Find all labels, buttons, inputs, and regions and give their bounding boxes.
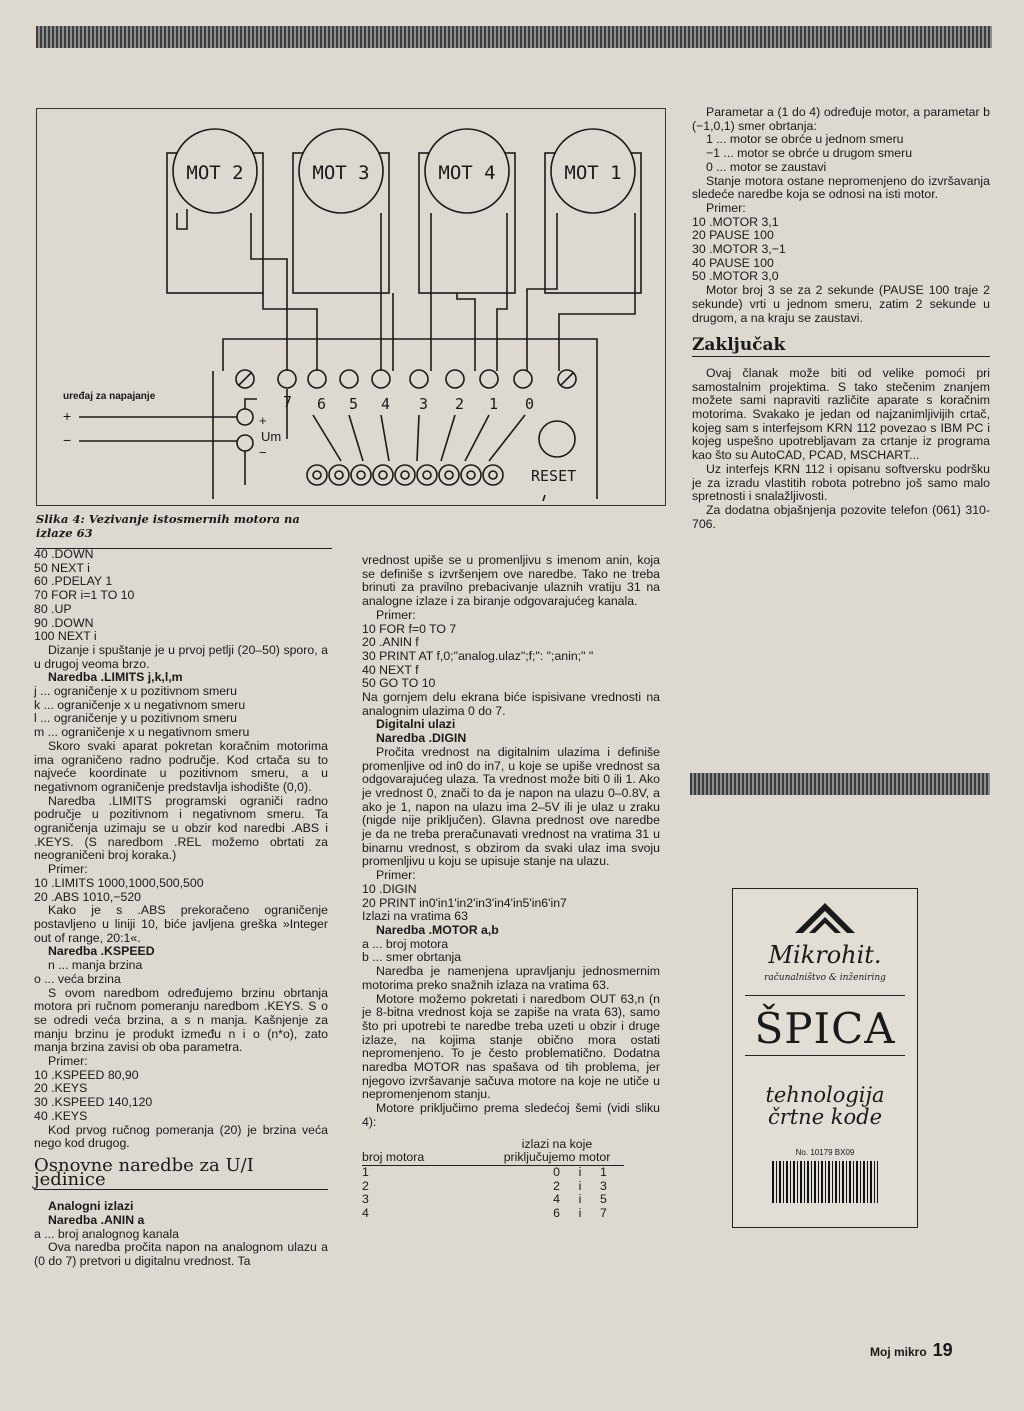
section-heading: Zaključak: [692, 339, 990, 357]
motor-mot4: [419, 129, 515, 293]
primer-label: Primer:: [706, 200, 746, 215]
motor-mot1: [545, 129, 641, 293]
list-item: j ... ograničenje x u pozitivnom smeru: [34, 684, 237, 699]
svg-text:MOT 3: MOT 3: [312, 162, 370, 184]
ad-subtitle: računalništvo & inženiring: [764, 973, 886, 983]
code-line: 40 .KEYS: [34, 1108, 88, 1123]
svg-text:+: +: [259, 413, 267, 428]
code-line: 50 NEXT i: [34, 560, 90, 575]
connector-sockets: [307, 465, 503, 485]
table-cell: i: [578, 1178, 582, 1193]
motor-mot3: [293, 129, 389, 293]
code-line: 20 PAUSE 100: [692, 228, 774, 243]
svg-text:RESET: RESET: [531, 467, 577, 485]
code-line: 20 .ANIN f: [362, 635, 419, 650]
page-number: 19: [932, 1340, 953, 1360]
table-row: [362, 1207, 624, 1221]
table-row: [362, 1180, 624, 1194]
svg-text:7: 7: [283, 393, 293, 411]
column-3: [692, 106, 990, 531]
table-cell: 1: [600, 1164, 607, 1179]
paragraph: Naredba .LIMITS programski ograniči radno područje u pozitivnom i negativnom smeru. Ta ograničenja uzimaju se u obzir kod naredbi .ABS i .KEYS. (S naredbom .REL možemo obrtati za neograničeni broj koraka.): [34, 793, 328, 863]
code-line: 10 .DIGIN: [362, 881, 417, 896]
svg-text:MOT 2: MOT 2: [186, 162, 244, 184]
table-cell: i: [578, 1192, 582, 1207]
code-line: 80 .UP: [34, 601, 72, 616]
paragraph: Dizanje i spuštanje je u prvoj petlji (20–50) sporo, a u drugoj veoma brzo.: [34, 642, 328, 671]
table-cell: 5: [600, 1192, 607, 1207]
svg-text:+: +: [63, 408, 72, 424]
list-item: k ... ograničenje x u negativnom smeru: [34, 697, 246, 712]
table-row: [362, 1193, 624, 1207]
wiring-diagram: [36, 108, 666, 506]
command-heading: Naredba .KSPEED: [48, 944, 155, 959]
table-cell: 2: [553, 1178, 560, 1193]
reset-button: [531, 421, 576, 501]
table-header: priključujemo motor: [503, 1150, 611, 1165]
paragraph: Ova naredba pročita napon na analognom ulazu a (0 do 7) pretvori u digitalnu vrednost. Ta: [34, 1240, 328, 1269]
ad-product-name: ŠPICA: [754, 1004, 896, 1053]
primer-label: Primer:: [48, 1054, 88, 1069]
table-cell: 1: [362, 1164, 369, 1179]
svg-text:4: 4: [381, 395, 391, 413]
table-header: broj motora: [362, 1150, 425, 1165]
ad-tagline-2: črtne kode: [767, 1105, 883, 1129]
svg-text:MOT 1: MOT 1: [564, 162, 622, 184]
code-line: 10 FOR f=0 TO 7: [362, 621, 457, 636]
paragraph: Skoro svaki aparat pokretan koračnim motorima ima ograničeno radno područje. Kod crtača su to najveće koordinate u pozitivnom smeru, a u negativnom ograničenje predstavlja ishodište (0,0).: [34, 738, 328, 794]
paragraph: Kako je s .ABS prekoračeno ograničenje postavljeno u liniji 10, biće javljena greška »Integer out of range, 20:1«.: [34, 903, 328, 945]
list-item: a ... broj motora: [362, 936, 449, 951]
list-item: b ... smer obrtanja: [362, 950, 462, 965]
paragraph: S ovom naredbom određujemo brzinu obrtanja motora pri ručnom pomeranju naredbom .KEYS. S o se odredi veća brzina, a s n manja. Kašnjenje za manju brzinu je produkt između n i o (n*o), zato manja brzina zavisi ob oba parametra.: [34, 985, 328, 1055]
command-heading: Naredba .MOTOR a,b: [376, 922, 499, 937]
command-heading: Naredba .DIGIN: [376, 731, 467, 746]
decorative-bar: [690, 773, 990, 795]
figure-caption: Slika 4: Vezivanje istosmernih motora na izlaze 63: [36, 512, 332, 549]
ad-divider: [745, 1055, 905, 1056]
paragraph: Motore priključimo prema sledećoj šemi (vidi sliku 4):: [362, 1101, 660, 1129]
code-line: 20 .KEYS: [34, 1081, 88, 1096]
svg-text:5: 5: [349, 395, 359, 413]
table-cell: 0: [553, 1164, 560, 1179]
paragraph: Za dodatna objašnjenja pozovite telefon (061) 310-706.: [692, 502, 990, 531]
paragraph: Uz interfejs KRN 112 i opisanu softversku podršku je za izradu vlastitih robota potrebno još samo malo spretnosti i snalažljivosti.: [692, 461, 990, 504]
magazine-name: Moj mikro: [870, 1345, 927, 1359]
code-line: 50 GO TO 10: [362, 676, 436, 691]
table-cell: 4: [362, 1206, 369, 1221]
page-footer: [870, 1340, 953, 1361]
barcode-icon: [772, 1161, 878, 1203]
subsection-heading: Analogni izlazi: [48, 1199, 134, 1214]
motor-mot2: [167, 129, 263, 293]
paragraph: Pročita vrednost na digitalnim ulazima i definiše promenljive od in0 do in7, u koje se upiše vrednost sa odgovarajućeg ulaza. Ta vrednost može biti 0 ili 1. Ako je vrednost 0, znači to da je napon na ulazu 0–0.8V, a ako je 1, napon na ulazu ima 2–5V ili je ulaz u zraku (nigde nije priključen). Glavna prednost ove naredbe je da ne treba preračunavati vrednost na vratima 31 u binarnu vrednost, s obzirom da svaki ulaz ima svoju promenljivu u koju se upisuje stanje na ulazu.: [362, 744, 660, 869]
code-line: 10 .LIMITS 1000,1000,500,500: [34, 875, 204, 890]
svg-text:0: 0: [525, 395, 535, 413]
ad-brand: Mikrohit.: [768, 941, 882, 969]
list-item: m ... ograničenje x u negativnom smeru: [34, 725, 250, 740]
table-cell: i: [578, 1206, 582, 1221]
code-line: 50 .MOTOR 3,0: [692, 269, 779, 284]
paragraph: Stanje motora ostane nepromenjeno do izvršavanja sledeće naredbe koja se odnosi na isti motor.: [692, 173, 990, 202]
table-cell: 2: [362, 1178, 369, 1193]
svg-text:Um: Um: [261, 429, 282, 444]
code-line: 90 .DOWN: [34, 615, 94, 630]
power-supply: [63, 391, 281, 485]
table-header: izlazi na koje: [521, 1136, 593, 1151]
ad-tagline-1: tehnologija: [765, 1083, 885, 1107]
code-line: 60 .PDELAY 1: [34, 574, 113, 589]
code-line: 30 .MOTOR 3,−1: [692, 242, 786, 257]
motor-wiring-table: [362, 1138, 624, 1221]
primer-label: Primer:: [48, 862, 88, 877]
svg-text:3: 3: [419, 395, 429, 413]
advertisement-box: [732, 888, 918, 1228]
svg-text:2: 2: [455, 395, 465, 413]
code-line: 30 .KSPEED 140,120: [34, 1095, 153, 1110]
svg-text:−: −: [259, 445, 267, 460]
list-item: −1 ... motor se obrće u drugom smeru: [706, 146, 913, 161]
paragraph: Naredba je namenjena upravljanju jednosmernim motorima preko snažnih izlaza na vratima 63.: [362, 964, 660, 992]
code-line: 20 .ABS 1010,−520: [34, 889, 142, 904]
primer-label: Primer:: [376, 868, 416, 883]
table-cell: 6: [553, 1206, 560, 1221]
paragraph: Kod prvog ručnog pomeranja (20) je brzina veća nego kod drugog.: [34, 1122, 328, 1151]
list-item: 1 ... motor se obrće u jednom smeru: [706, 132, 904, 147]
paragraph: Ovaj članak može biti od velike pomoći pri samostalnim projektima. S tako stečenim znanjem možete sami napraviti različite aparate s koračnim motorima. Svakako je jedan od najzanimljivijih crtač, kojeg sam s interfejsom KRN 112 povezao s IBM PC i kojeg uspešno upotrebljavam za crtanje iz programa kao što su AutoCAD, PCAD, MSCHART...: [692, 365, 990, 463]
code-line: Izlazi na vratima 63: [362, 909, 468, 924]
paragraph: Motore možemo pokretati i naredbom OUT 63,n (n je 8-bitna vrednost koja se zapiše na vrata 63), samo što pri upotrebi te naredbe treba uzeti u obzir i druge izlaze, na kojima stanje obično mora ostati nepromenjeno. To je često problematično. Dodatna naredba MOTOR nas spašava od tih problema, jer njegovo izvršavanje sačuva motore na koje ne utiče u nepromenjenom stanju.: [362, 991, 660, 1102]
list-item: n ... manja brzina: [48, 958, 143, 973]
barcode-number: No. 10179 BX09: [795, 1148, 855, 1157]
code-line: 10 .KSPEED 80,90: [34, 1067, 139, 1082]
code-line: 40 PAUSE 100: [692, 255, 774, 270]
svg-text:1: 1: [489, 395, 499, 413]
svg-text:6: 6: [317, 395, 327, 413]
paragraph: Parametar a (1 do 4) određuje motor, a parametar b (−1,0,1) smer obrtanja:: [692, 105, 990, 133]
code-line: 100 NEXT i: [34, 629, 97, 644]
subsection-heading: Digitalni ulazi: [376, 717, 456, 732]
code-block-1: [34, 548, 328, 644]
code-line: 40 NEXT f: [362, 662, 419, 677]
mountain-logo-icon: [795, 903, 855, 933]
table-cell: i: [578, 1164, 582, 1179]
terminal-labels: [283, 393, 534, 413]
code-line: 70 FOR i=1 TO 10: [34, 588, 135, 603]
column-1: [34, 548, 328, 1269]
list-item: a ... broj analognog kanala: [34, 1226, 179, 1241]
svg-text:uređaj za napajanje: uređaj za napajanje: [63, 391, 156, 402]
code-line: 30 PRINT AT f,0;"analog.ulaz";f;": ";anin;" ": [362, 648, 594, 663]
table-cell: 7: [600, 1206, 607, 1221]
code-line: 20 PRINT in0'in1'in2'in3'in4'in5'in6'in7: [362, 895, 567, 910]
paragraph: vrednost upiše se u promenljivu s imenom anin, koja se definiše s izvršenjem ove naredbe. Tako ne treba brinuti za pravilno prebacivanje ulaznih vratiju 31 na analogne izlaze i za biranje odgovarajućeg kanala.: [362, 553, 660, 609]
table-cell: 4: [553, 1192, 560, 1207]
column-2: [362, 554, 660, 1221]
paragraph: Motor broj 3 se za 2 sekunde (PAUSE 100 traje 2 sekunde) vrti u jednom smeru, zatim 2 sekunde u drugom, a na kraju se zaustavi.: [692, 283, 990, 325]
list-item: l ... ograničenje y u pozitivnom smeru: [34, 711, 237, 726]
command-heading: Naredba .ANIN a: [48, 1213, 145, 1228]
ad-divider: [745, 995, 905, 996]
list-item: 0 ... motor se zaustavi: [706, 159, 827, 174]
terminal-circles: [236, 370, 576, 388]
code-line: 40 .DOWN: [34, 547, 94, 561]
code-line: 10 .MOTOR 3,1: [692, 214, 779, 229]
table-cell: 3: [362, 1192, 369, 1207]
svg-text:MOT 4: MOT 4: [438, 162, 496, 184]
list-item: o ... veća brzina: [34, 971, 121, 986]
command-heading: Naredba .LIMITS j,k,l,m: [48, 670, 183, 685]
table-row: [362, 1165, 624, 1179]
paragraph: Na gornjem delu ekrana biće ispisivane vrednosti na analognim ulazima 0 do 7.: [362, 690, 660, 718]
section-heading: Osnovne naredbe za U/I jedinice: [34, 1159, 328, 1190]
svg-text:−: −: [63, 432, 72, 448]
primer-label: Primer:: [376, 607, 416, 622]
table-cell: 3: [600, 1178, 607, 1193]
top-decorative-bar: [36, 26, 992, 48]
